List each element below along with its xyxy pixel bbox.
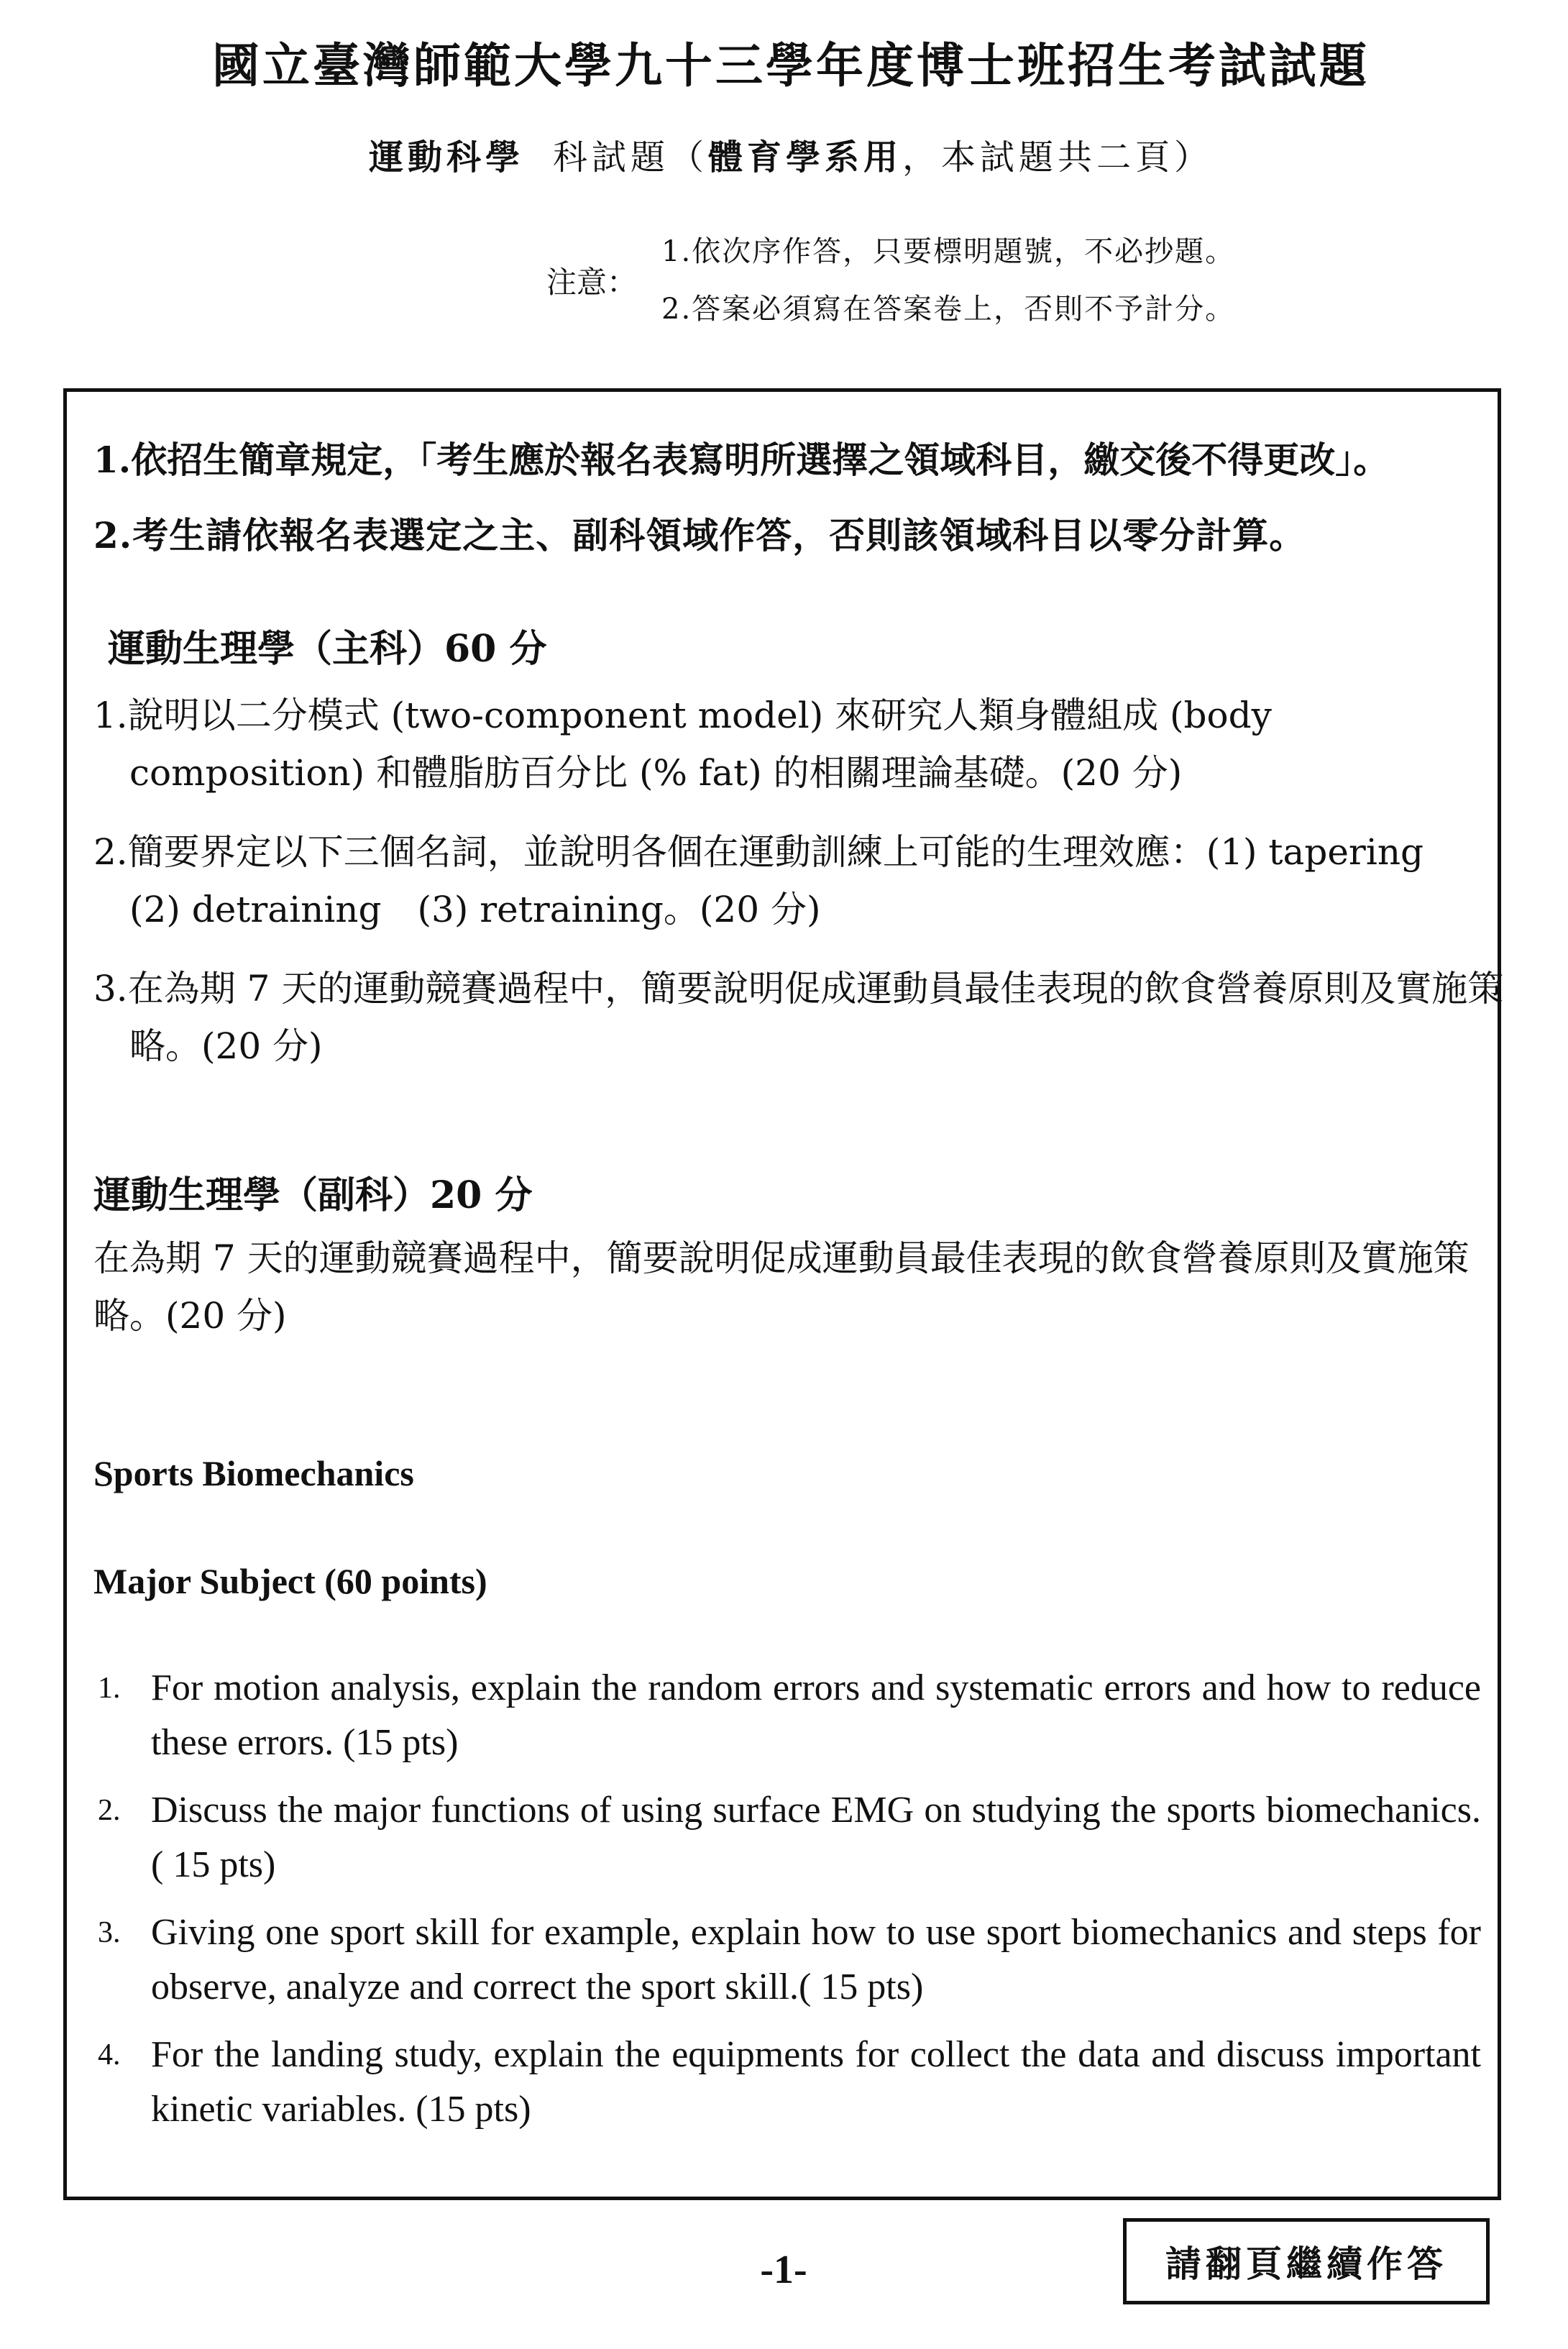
question-text: Discuss the major functions of using surface EMG on studying the sports biomechanics.( 15 pts) [151, 1790, 1481, 1885]
pages-note: ，本試題共二頁） [902, 137, 1214, 178]
physiology-question: 3.在為期 7 天的運動競賽過程中，簡要說明促成運動員最佳表現的飲食營養原則及實施策略。(20 分) [93, 968, 1504, 1067]
department-name: 體育學系用 [708, 137, 903, 178]
exam-subtitle [86, 129, 1495, 179]
question-text: For motion analysis, explain the random errors and systematic errors and how to reduce these errors. (15 pts) [151, 1667, 1481, 1763]
physiology-major-heading: 運動生理學（主科）60 分 [108, 627, 547, 671]
rule-item: 2.考生請依報名表選定之主、副科領域作答，否則該領域科目以零分計算。 [93, 514, 1306, 557]
physiology-question: 1.說明以二分模式 (two-component model) 來研究人類身體組成 (body composition) 和體脂肪百分比 (% fat) 的相關理論基礎。(20 分) [93, 695, 1272, 794]
notice-item: 2.答案必須寫在答案卷上，否則不予計分。 [661, 293, 1236, 326]
physiology-minor-question: 在為期 7 天的運動競賽過程中，簡要說明促成運動員最佳表現的飲食營養原則及實施策略。(20 分) [93, 1237, 1470, 1337]
page-number: -1- [760, 2248, 807, 2292]
question-text: For the landing study, explain the equipments for collect the data and discuss important kinetic variables. (15 pts) [151, 2034, 1481, 2130]
question-number: 2. [98, 1794, 121, 1827]
turn-page-notice: 請翻頁繼續作答 [1123, 2218, 1490, 2304]
subject-suffix: 科試題（ [552, 137, 708, 178]
rule-item: 1.依招生簡章規定，「考生應於報名表寫明所選擇之領域科目，繳交後不得更改」。 [93, 439, 1390, 481]
question-number: 3. [98, 1916, 121, 1949]
biomechanics-heading: Sports Biomechanics [93, 1453, 414, 1493]
biomechanics-subheading: Major Subject (60 points) [93, 1561, 487, 1601]
notice-item: 1.依次序作答，只要標明題號，不必抄題。 [661, 235, 1236, 268]
question-text: Giving one sport skill for example, explain how to use sport biomechanics and steps for observe, analyze and correct the sport skill.( 15 pts) [151, 1912, 1481, 2007]
physiology-minor-heading: 運動生理學（副科）20 分 [93, 1173, 533, 1217]
question-number: 4. [98, 2038, 121, 2071]
exam-title: 國立臺灣師範大學九十三學年度博士班招生考試試題 [212, 37, 1370, 93]
notice-label: 注意： [546, 265, 638, 300]
question-number: 1. [98, 1672, 121, 1705]
physiology-question: 2.簡要界定以下三個名詞，並說明各個在運動訓練上可能的生理效應：(1) tapering (2) detraining (3) retraining。(20 分) [93, 831, 1460, 930]
subject-name: 運動科學 [368, 137, 524, 178]
